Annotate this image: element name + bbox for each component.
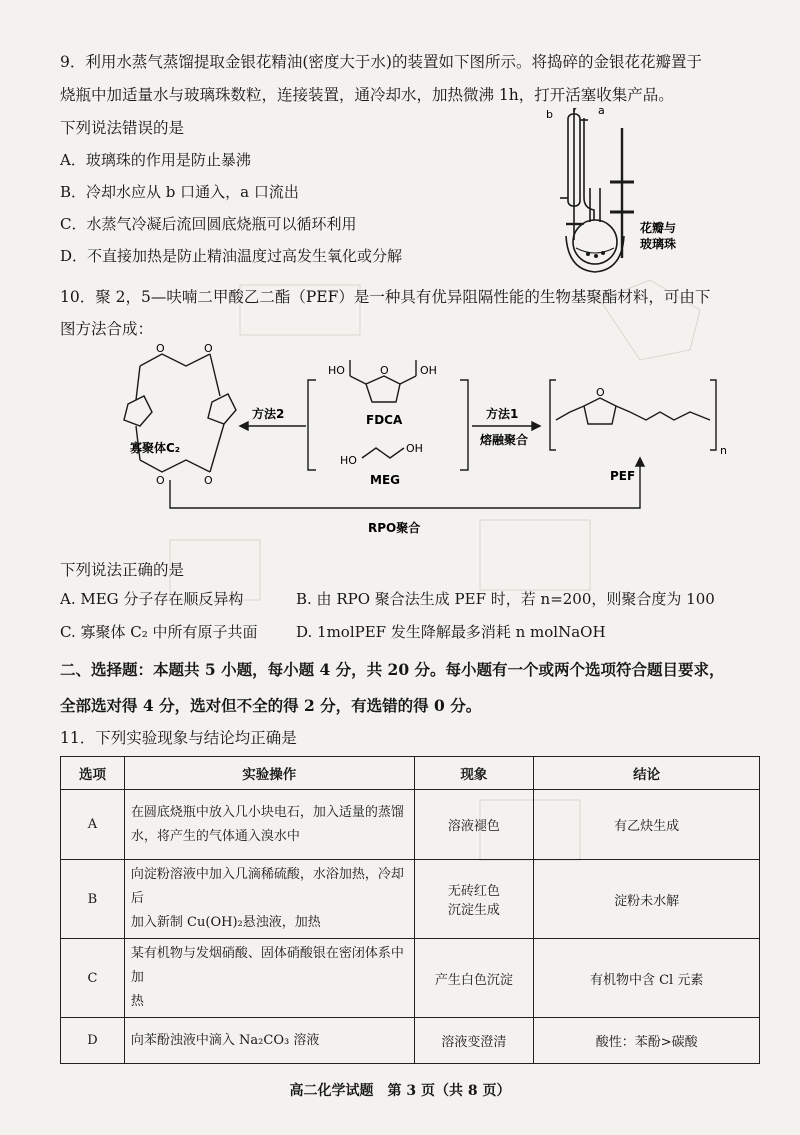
header-operation: 实验操作 [124, 757, 414, 790]
scheme-ho-fdca: HO [328, 364, 345, 377]
q9-prompt: 下列说法错误的是 [60, 119, 185, 137]
header-option: 选项 [61, 757, 125, 790]
table-header-row [61, 757, 760, 790]
row-b-option: B [61, 860, 125, 939]
q10-stem-line2: 图方法合成： [60, 320, 154, 338]
row-c-op-line1: 某有机物与发烟硝酸、固体硝酸银在密闭体系中加 [130, 946, 404, 985]
row-a-op-line1: 在圆底烧瓶中放入几小块电石，加入适量的蒸馏 [130, 804, 404, 820]
row-d-conclusion: 酸性：苯酚>碳酸 [534, 1018, 760, 1064]
row-a-phenomenon: 溶液褪色 [414, 790, 534, 860]
q10-option-d: D. 1molPEF 发生降解最多消耗 n molNaOH [296, 623, 606, 641]
row-d-option: D [61, 1018, 125, 1064]
scheme-meg: MEG [370, 473, 400, 487]
scheme-fdca: FDCA [366, 413, 403, 427]
pef-synthesis-scheme [100, 340, 760, 540]
row-c-op-line2: 热 [130, 994, 144, 1009]
row-a-operation [124, 790, 414, 860]
q10-stem-line1: 10．聚 2，5—呋喃二甲酸乙二酯（PEF）是一种具有优异阻隔性能的生物基聚酯材料，可由下 [60, 288, 711, 306]
q9-option-b: B．冷却水应从 b 口通入，a 口流出 [60, 183, 299, 201]
q9-option-d: D．不直接加热是防止精油温度过高发生氧化或分解 [60, 247, 403, 265]
scheme-melt: 熔融聚合 [480, 433, 529, 447]
q11-stem: 11．下列实验现象与结论均正确是 [60, 729, 297, 747]
row-a-op-line2: 水，将产生的气体通入溴水中 [130, 828, 300, 844]
row-c-phenomenon: 产生白色沉淀 [414, 939, 534, 1018]
q10-option-c: C. 寡聚体 C₂ 中所有原子共面 [60, 623, 258, 641]
row-b-op-line1: 向淀粉溶液中加入几滴稀硫酸，水浴加热，冷却后 [130, 867, 404, 906]
label-flask-line1: 花瓣与 [640, 221, 677, 235]
row-b-phenomenon [414, 860, 534, 939]
q9-option-c: C．水蒸气冷凝后流回圆底烧瓶可以循环利用 [60, 215, 357, 233]
row-b-phen-line2: 沉淀生成 [447, 903, 500, 918]
label-b: b [546, 108, 553, 121]
scheme-o3: O [156, 474, 165, 487]
row-d-phenomenon: 溶液变澄清 [414, 1018, 534, 1064]
q9-stem-line2: 烧瓶中加适量水与玻璃珠数粒，连接装置，通冷却水，加热微沸 1h，打开活塞收集产品。 [60, 86, 674, 104]
q10-prompt: 下列说法正确的是 [60, 561, 185, 579]
header-phenomenon: 现象 [414, 757, 534, 790]
scheme-oh-fdca: OH [420, 364, 437, 377]
label-a: a [598, 108, 605, 117]
scheme-oh-meg: OH [406, 442, 423, 455]
row-c-conclusion: 有机物中含 Cl 元素 [534, 939, 760, 1018]
page-footer: 高二化学试题 第 3 页（共 8 页） [289, 1083, 511, 1099]
scheme-method1: 方法1 [486, 407, 519, 421]
scheme-o-pef: O [596, 386, 605, 399]
row-b-op-line2: 加入新制 Cu(OH)₂悬浊液，加热 [130, 915, 321, 930]
scheme-o-ring: O [380, 364, 389, 377]
section2-line1: 二、选择题：本题共 5 小题，每小题 4 分，共 20 分。每小题有一个或两个选项符合题目要求， [60, 660, 725, 679]
row-c-option: C [61, 939, 125, 1018]
row-a-option: A [61, 790, 125, 860]
scheme-pef: PEF [610, 469, 636, 483]
scheme-ho-meg: HO [340, 454, 357, 467]
scheme-o2: O [204, 342, 213, 355]
q9-stem-line1: 9．利用水蒸气蒸馏提取金银花精油(密度大于水)的装置如下图所示。将捣碎的金银花花瓣置于 [60, 53, 702, 71]
row-d-operation: 向苯酚浊液中滴入 Na₂CO₃ 溶液 [124, 1018, 414, 1064]
row-b-operation [124, 860, 414, 939]
scheme-o4: O [204, 474, 213, 487]
scheme-method2: 方法2 [252, 407, 285, 421]
header-conclusion: 结论 [534, 757, 760, 790]
distillation-apparatus-figure [540, 108, 740, 278]
row-b-phen-line1: 无砖红色 [447, 884, 500, 899]
table-row [61, 939, 760, 1018]
scheme-rpo: RPO聚合 [368, 521, 421, 535]
row-a-conclusion: 有乙炔生成 [534, 790, 760, 860]
q10-option-a: A. MEG 分子存在顺反异构 [60, 590, 244, 608]
table-row [61, 860, 760, 939]
table-row [61, 790, 760, 860]
scheme-oligomer: 寡聚体C₂ [130, 441, 181, 455]
q11-experiment-table [60, 756, 760, 1064]
section2-line2: 全部选对得 4 分，选对但不全的得 2 分，有选错的得 0 分。 [60, 696, 482, 715]
q9-option-a: A．玻璃珠的作用是防止暴沸 [60, 151, 251, 169]
q10-option-b: B. 由 RPO 聚合法生成 PEF 时，若 n=200，则聚合度为 100 [296, 590, 715, 608]
scheme-o1: O [156, 342, 165, 355]
row-c-operation [124, 939, 414, 1018]
scheme-n: n [720, 444, 727, 457]
table-row [61, 1018, 760, 1064]
row-b-conclusion: 淀粉未水解 [534, 860, 760, 939]
label-flask-line2: 玻璃珠 [640, 237, 677, 251]
